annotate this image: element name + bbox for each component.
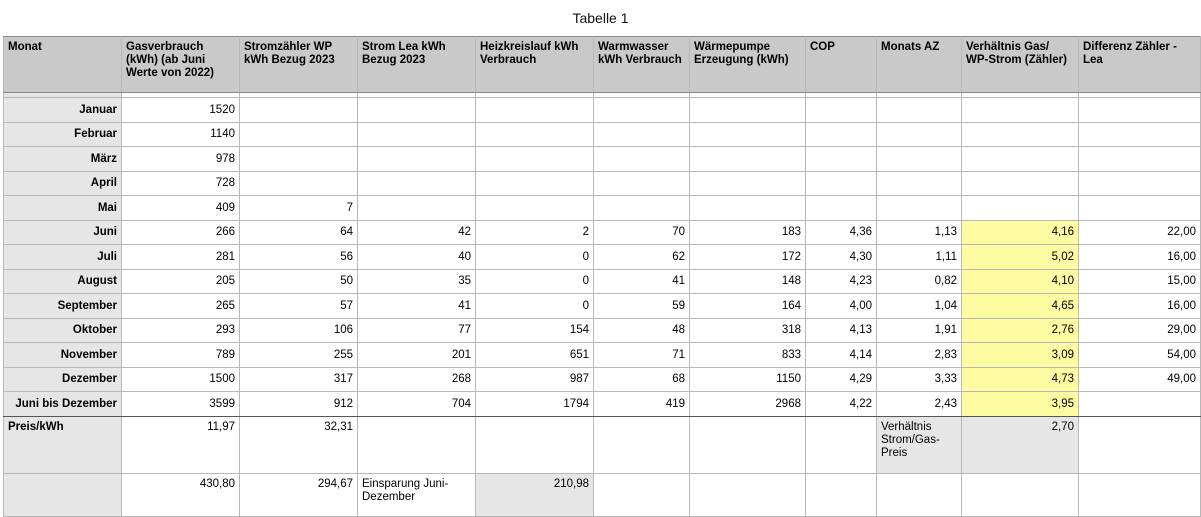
cell-waermepumpe[interactable]: 1150	[690, 367, 806, 392]
cell-gas[interactable]: 789	[122, 343, 240, 368]
cell-cop[interactable]: 4,14	[806, 343, 877, 368]
cell-verhaeltnis[interactable]: 4,73	[962, 367, 1079, 392]
cell-gas[interactable]: 1520	[122, 98, 240, 123]
cell-heizkreislauf[interactable]	[476, 147, 594, 172]
cell-strom-lea[interactable]	[358, 98, 476, 123]
cell-heizkreislauf[interactable]	[476, 122, 594, 147]
cell-warmwasser[interactable]	[594, 122, 690, 147]
total-verhaeltnis[interactable]: 3,95	[962, 392, 1079, 417]
cell-gas[interactable]: 293	[122, 318, 240, 343]
cell-strom-lea[interactable]: 40	[358, 245, 476, 270]
cell-verhaeltnis[interactable]: 4,10	[962, 269, 1079, 294]
col-header-heizkreislauf[interactable]: Heizkreislauf kWh Verbrauch	[476, 37, 594, 93]
cell-gas[interactable]: 409	[122, 196, 240, 221]
cell-monats-az[interactable]: 1,13	[877, 220, 962, 245]
col-header-verhaeltnis[interactable]: Verhältnis Gas/ WP-Strom (Zähler)	[962, 37, 1079, 93]
cell-strom-wp[interactable]	[240, 147, 358, 172]
price-empty[interactable]	[358, 416, 476, 473]
table-row	[4, 245, 1201, 270]
table-row	[4, 147, 1201, 172]
cell-differenz[interactable]: 54,00	[1079, 343, 1201, 368]
col-header-monats-az[interactable]: Monats AZ	[877, 37, 962, 93]
cell-waermepumpe[interactable]: 172	[690, 245, 806, 270]
table-row	[4, 294, 1201, 319]
row-header-month[interactable]: Oktober	[4, 318, 122, 343]
cell-strom-wp[interactable]: 317	[240, 367, 358, 392]
price-gas[interactable]: 11,97	[122, 416, 240, 473]
price-label[interactable]: Preis/kWh	[4, 416, 122, 473]
cell-waermepumpe[interactable]	[690, 196, 806, 221]
row-header-month[interactable]: Januar	[4, 98, 122, 123]
cell-strom-lea[interactable]: 201	[358, 343, 476, 368]
cell-differenz[interactable]: 16,00	[1079, 245, 1201, 270]
total-row	[4, 392, 1201, 417]
cell-warmwasser[interactable]	[594, 147, 690, 172]
cell-verhaeltnis[interactable]: 3,09	[962, 343, 1079, 368]
cell-strom-lea[interactable]	[358, 171, 476, 196]
cell-differenz[interactable]	[1079, 171, 1201, 196]
table-row	[4, 269, 1201, 294]
cost-empty[interactable]	[594, 473, 690, 516]
cell-waermepumpe[interactable]: 148	[690, 269, 806, 294]
cell-strom-wp[interactable]: 56	[240, 245, 358, 270]
cell-strom-lea[interactable]	[358, 147, 476, 172]
cell-cop[interactable]	[806, 147, 877, 172]
cell-verhaeltnis[interactable]: 2,76	[962, 318, 1079, 343]
row-header-month[interactable]: Dezember	[4, 367, 122, 392]
cell-waermepumpe[interactable]	[690, 171, 806, 196]
table-row	[4, 343, 1201, 368]
cell-differenz[interactable]	[1079, 98, 1201, 123]
cell-differenz[interactable]	[1079, 196, 1201, 221]
cell-warmwasser[interactable]: 59	[594, 294, 690, 319]
row-header-month[interactable]: Mai	[4, 196, 122, 221]
cell-warmwasser[interactable]: 68	[594, 367, 690, 392]
cell-heizkreislauf[interactable]: 0	[476, 294, 594, 319]
cell-differenz[interactable]	[1079, 147, 1201, 172]
cell-monats-az[interactable]: 1,11	[877, 245, 962, 270]
cell-strom-wp[interactable]: 7	[240, 196, 358, 221]
data-table	[3, 36, 1201, 517]
cell-differenz[interactable]: 49,00	[1079, 367, 1201, 392]
cell-verhaeltnis[interactable]	[962, 171, 1079, 196]
cell-strom-lea[interactable]: 42	[358, 220, 476, 245]
cell-warmwasser[interactable]	[594, 171, 690, 196]
cell-cop[interactable]: 4,36	[806, 220, 877, 245]
price-ratio-label[interactable]: Verhältnis Strom/Gas-Preis	[877, 416, 962, 473]
cell-waermepumpe[interactable]	[690, 98, 806, 123]
price-empty[interactable]	[806, 416, 877, 473]
price-empty[interactable]	[690, 416, 806, 473]
cell-strom-wp[interactable]: 255	[240, 343, 358, 368]
cost-strom[interactable]: 294,67	[240, 473, 358, 516]
cost-empty[interactable]	[690, 473, 806, 516]
price-empty[interactable]	[1079, 416, 1201, 473]
cell-heizkreislauf[interactable]: 154	[476, 318, 594, 343]
cell-gas[interactable]: 978	[122, 147, 240, 172]
cell-gas[interactable]: 728	[122, 171, 240, 196]
table-row	[4, 98, 1201, 123]
col-header-monat[interactable]: Monat	[4, 37, 122, 93]
cost-empty[interactable]	[806, 473, 877, 516]
cell-cop[interactable]	[806, 98, 877, 123]
cell-monats-az[interactable]	[877, 122, 962, 147]
cell-warmwasser[interactable]: 70	[594, 220, 690, 245]
price-row	[4, 416, 1201, 473]
col-header-warmwasser[interactable]: Warmwasser kWh Verbrauch	[594, 37, 690, 93]
row-header-month[interactable]: Juni	[4, 220, 122, 245]
cost-empty[interactable]	[877, 473, 962, 516]
row-header-month[interactable]: Februar	[4, 122, 122, 147]
row-header-month[interactable]: Juli	[4, 245, 122, 270]
total-heizkreislauf[interactable]: 1794	[476, 392, 594, 417]
cell-heizkreislauf[interactable]: 0	[476, 269, 594, 294]
cell-cop[interactable]	[806, 171, 877, 196]
cell-differenz[interactable]	[1079, 122, 1201, 147]
table-row	[4, 367, 1201, 392]
cell-warmwasser[interactable]: 71	[594, 343, 690, 368]
cost-savings-value[interactable]: 210,98	[476, 473, 594, 516]
row-header-month[interactable]: August	[4, 269, 122, 294]
table-row	[4, 122, 1201, 147]
total-label[interactable]: Juni bis Dezember	[4, 392, 122, 417]
price-empty[interactable]	[476, 416, 594, 473]
price-strom[interactable]: 32,31	[240, 416, 358, 473]
cell-heizkreislauf[interactable]	[476, 196, 594, 221]
cell-strom-wp[interactable]	[240, 171, 358, 196]
cell-monats-az[interactable]: 2,83	[877, 343, 962, 368]
cell-gas[interactable]: 281	[122, 245, 240, 270]
total-monats-az[interactable]: 2,43	[877, 392, 962, 417]
cell-verhaeltnis[interactable]	[962, 122, 1079, 147]
cell-heizkreislauf[interactable]: 2	[476, 220, 594, 245]
total-cop[interactable]: 4,22	[806, 392, 877, 417]
cell-gas[interactable]: 266	[122, 220, 240, 245]
cell-strom-wp[interactable]	[240, 98, 358, 123]
cell-heizkreislauf[interactable]: 0	[476, 245, 594, 270]
cell-cop[interactable]	[806, 196, 877, 221]
cell-strom-wp[interactable]: 64	[240, 220, 358, 245]
cell-verhaeltnis[interactable]: 4,65	[962, 294, 1079, 319]
row-header-month[interactable]: November	[4, 343, 122, 368]
cell-monats-az[interactable]: 1,04	[877, 294, 962, 319]
col-header-cop[interactable]: COP	[806, 37, 877, 93]
cell-differenz[interactable]: 29,00	[1079, 318, 1201, 343]
cell-verhaeltnis[interactable]	[962, 147, 1079, 172]
col-header-strom-lea[interactable]: Strom Lea kWh Bezug 2023	[358, 37, 476, 93]
cell-strom-wp[interactable]: 106	[240, 318, 358, 343]
cost-gas[interactable]: 430,80	[122, 473, 240, 516]
cell-cop[interactable]: 4,29	[806, 367, 877, 392]
total-gas[interactable]: 3599	[122, 392, 240, 417]
cell-heizkreislauf[interactable]: 987	[476, 367, 594, 392]
cell-monats-az[interactable]: 0,82	[877, 269, 962, 294]
cell-gas[interactable]: 1140	[122, 122, 240, 147]
cell-differenz[interactable]: 15,00	[1079, 269, 1201, 294]
cell-warmwasser[interactable]: 48	[594, 318, 690, 343]
cell-waermepumpe[interactable]: 833	[690, 343, 806, 368]
cell-strom-lea[interactable]: 77	[358, 318, 476, 343]
total-strom-wp[interactable]: 912	[240, 392, 358, 417]
cell-strom-wp[interactable]: 50	[240, 269, 358, 294]
cost-empty[interactable]	[962, 473, 1079, 516]
cell-warmwasser[interactable]: 41	[594, 269, 690, 294]
cell-warmwasser[interactable]	[594, 98, 690, 123]
col-header-stromzaehler-wp[interactable]: Stromzähler WP kWh Bezug 2023	[240, 37, 358, 93]
total-warmwasser[interactable]: 419	[594, 392, 690, 417]
cell-strom-lea[interactable]: 268	[358, 367, 476, 392]
cell-verhaeltnis[interactable]	[962, 98, 1079, 123]
cell-monats-az[interactable]: 1,91	[877, 318, 962, 343]
price-ratio-value[interactable]: 2,70	[962, 416, 1079, 473]
cell-strom-lea[interactable]	[358, 196, 476, 221]
row-header-month[interactable]: September	[4, 294, 122, 319]
cell-verhaeltnis[interactable]	[962, 196, 1079, 221]
cost-empty[interactable]	[1079, 473, 1201, 516]
cell-monats-az[interactable]	[877, 171, 962, 196]
table-title: Tabelle 1	[572, 10, 629, 26]
cost-row	[4, 473, 1201, 516]
cell-monats-az[interactable]: 3,33	[877, 367, 962, 392]
table-row	[4, 171, 1201, 196]
cell-waermepumpe[interactable]: 183	[690, 220, 806, 245]
cell-cop[interactable]: 4,00	[806, 294, 877, 319]
header-row	[4, 37, 1201, 93]
col-header-gasverbrauch[interactable]: Gasverbrauch (kWh) (ab Juni Werte von 2022)	[122, 37, 240, 93]
cell-cop[interactable]: 4,30	[806, 245, 877, 270]
cell-strom-wp[interactable]: 57	[240, 294, 358, 319]
cell-gas[interactable]: 205	[122, 269, 240, 294]
cell-strom-lea[interactable]	[358, 122, 476, 147]
cell-cop[interactable]: 4,23	[806, 269, 877, 294]
cell-warmwasser[interactable]: 62	[594, 245, 690, 270]
table-row	[4, 220, 1201, 245]
cell-differenz[interactable]: 22,00	[1079, 220, 1201, 245]
cell-strom-wp[interactable]	[240, 122, 358, 147]
table-row	[4, 196, 1201, 221]
cell-heizkreislauf[interactable]	[476, 98, 594, 123]
cell-heizkreislauf[interactable]	[476, 171, 594, 196]
cell-warmwasser[interactable]	[594, 196, 690, 221]
cost-savings-label[interactable]: Einsparung Juni-Dezember	[358, 473, 476, 516]
cell-monats-az[interactable]	[877, 98, 962, 123]
cell-monats-az[interactable]	[877, 147, 962, 172]
col-header-differenz[interactable]: Differenz Zähler -Lea	[1079, 37, 1201, 93]
row-header-month[interactable]: März	[4, 147, 122, 172]
cell-waermepumpe[interactable]: 164	[690, 294, 806, 319]
col-header-waermepumpe[interactable]: Wärmepumpe Erzeugung (kWh)	[690, 37, 806, 93]
cell-gas[interactable]: 1500	[122, 367, 240, 392]
cell-verhaeltnis[interactable]: 4,16	[962, 220, 1079, 245]
cell-strom-lea[interactable]: 35	[358, 269, 476, 294]
cost-label[interactable]	[4, 473, 122, 516]
total-strom-lea[interactable]: 704	[358, 392, 476, 417]
cell-monats-az[interactable]	[877, 196, 962, 221]
table-row	[4, 318, 1201, 343]
total-waermepumpe[interactable]: 2968	[690, 392, 806, 417]
cell-cop[interactable]	[806, 122, 877, 147]
cell-cop[interactable]: 4,13	[806, 318, 877, 343]
cell-waermepumpe[interactable]: 318	[690, 318, 806, 343]
price-empty[interactable]	[594, 416, 690, 473]
cell-verhaeltnis[interactable]: 5,02	[962, 245, 1079, 270]
cell-gas[interactable]: 265	[122, 294, 240, 319]
cell-waermepumpe[interactable]	[690, 147, 806, 172]
cell-heizkreislauf[interactable]: 651	[476, 343, 594, 368]
row-header-month[interactable]: April	[4, 171, 122, 196]
cell-differenz[interactable]: 16,00	[1079, 294, 1201, 319]
cell-waermepumpe[interactable]	[690, 122, 806, 147]
total-differenz[interactable]	[1079, 392, 1201, 417]
cell-strom-lea[interactable]: 41	[358, 294, 476, 319]
